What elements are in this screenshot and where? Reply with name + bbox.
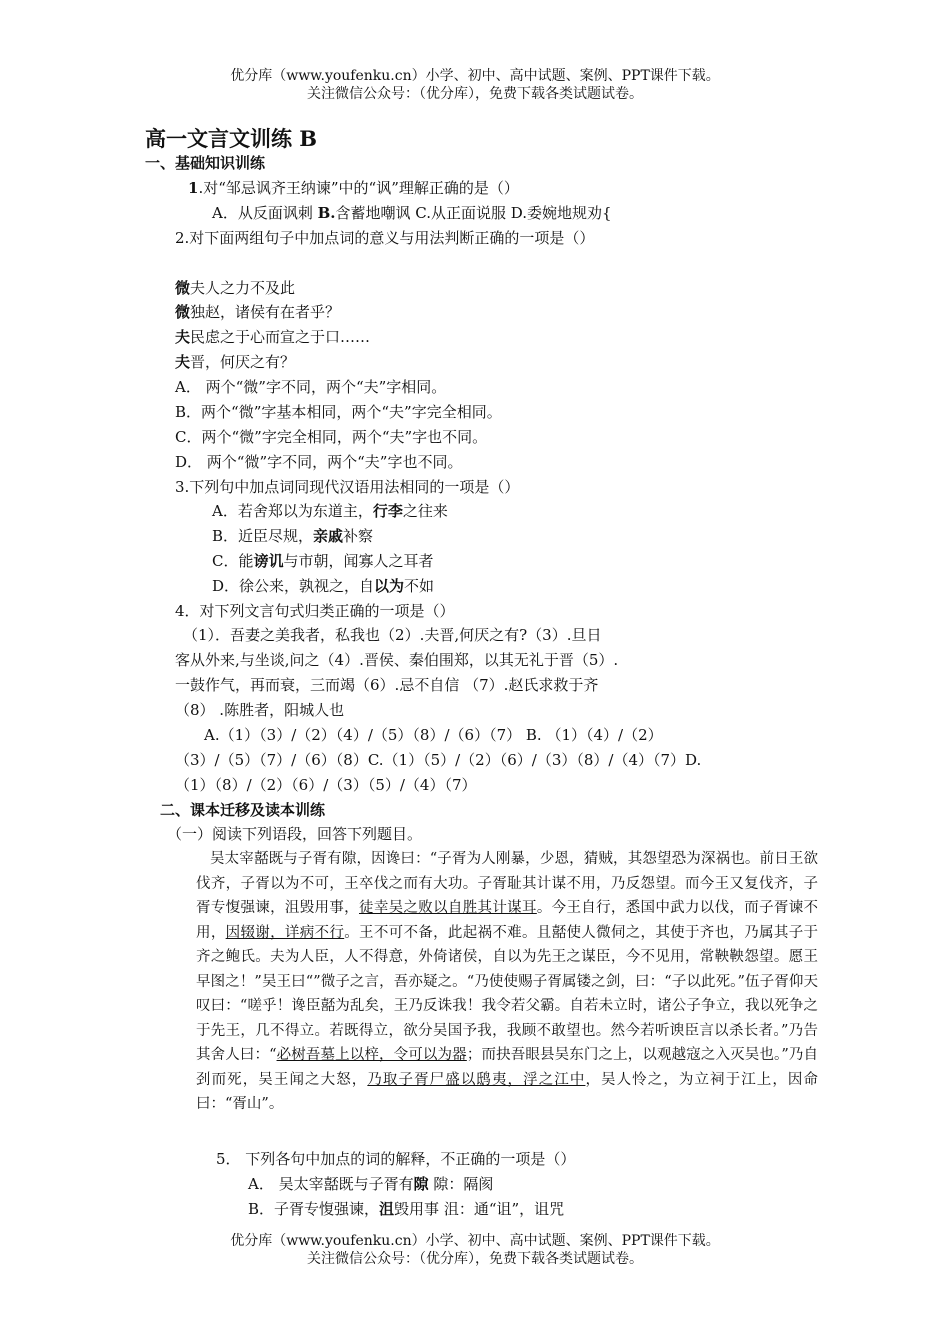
- q3-option-text: 之往来: [402, 502, 448, 520]
- section-1-heading: 一、基础知识训练: [145, 154, 266, 172]
- passage-text: 。王不可不备，此起祸不难。且嚭使人微伺之，其使于齐也，乃属其子于齐之鲍氏。夫为人臣，人不得意，外倚诸侯，自以为先王之谋臣，今不见用，常鞅鞅怨望。愿王早图之！”吴王曰“”微子之言，吾亦疑之。“乃使使赐子胥属镂之剑，曰：“子以此死。”伍子胥仰天叹曰：“嗟乎！谗臣嚭为乱矣，王乃反诛我！我令若父霸。自若未立时，诸公子争立，我以死争之于先王，几不得立。若既得立，欲分吴国予我，我顾不敢望也。然今若听谀臣言以杀长者。”乃告其舍人曰：“: [196, 924, 819, 1063]
- q2-option-a: A． 两个“微”字不同，两个“夫”字相同。: [175, 378, 447, 396]
- q3-option-text: 补察: [343, 527, 374, 545]
- q4-sentences-line-4: （8） .陈胜者，阳城人也: [175, 701, 345, 719]
- q2-dotted-word: 夫: [175, 353, 191, 371]
- q4-options-line-1: A.（1）（3）/（2）（4）/（5）（8）/（6）（7） B. （1）（4）/（2）: [204, 726, 663, 744]
- q2-stem: 2.对下面两组句子中加点词的意义与用法判断正确的一项是（）: [175, 229, 595, 247]
- q1-option-rest: 含蓄地嘲讽 C.从正面说服 D.委婉地规劝{: [335, 204, 612, 222]
- q4-options-line-2: （3）/（5）（7）/（6）（8）C.（1）（5）/（2）（6）/（3）（8）/（4）（7）D.: [175, 751, 702, 769]
- reading-instruction: （一）阅读下列语段，回答下列题目。: [167, 825, 423, 843]
- q3-option-text: A．若舍郑以为东道主，: [212, 502, 373, 520]
- q5-stem: 5． 下列各句中加点的词的解释，不正确的一项是（）: [216, 1150, 576, 1168]
- q5-dotted-word: 沮: [379, 1200, 395, 1218]
- footer-line-2: 关注微信公众号：（优分库），免费下载各类试题试卷。: [307, 1251, 643, 1267]
- q1-number: 1: [188, 179, 199, 197]
- q2-dotted-word: 微: [175, 303, 191, 321]
- passage-underlined: 乃取子胥尸盛以鸱夷，浮之江中: [367, 1071, 586, 1088]
- q2-dotted-word: 微: [175, 279, 191, 297]
- q5-option-a: [248, 1174, 493, 1194]
- q2-option-c: C．两个“微”字完全相同，两个“夫”字也不同。: [175, 428, 488, 446]
- q2-sentence-text: 晋，何厌之有？: [190, 353, 296, 371]
- reading-passage: [196, 847, 818, 1117]
- q1-stem-text: .对“邹忌讽齐王纳谏”中的“讽”理解正确的是（）: [198, 179, 519, 197]
- q5-option-text: B．子胥专愎强谏，: [248, 1200, 380, 1218]
- q3-option-text: 不如: [404, 577, 435, 595]
- q5-option-text: 毁用事 沮：通“诅”，诅咒: [394, 1200, 565, 1218]
- q2-sentence-text: 民虑之于心而宣之于口……: [190, 328, 371, 346]
- q4-sentences-line-2: 客从外来,与坐谈,问之（4）.晋侯、秦伯围郑，以其无礼于晋（5）.: [175, 651, 619, 669]
- q3-option-text: C．能: [212, 552, 254, 570]
- q2-option-d: D． 两个“微”字不同，两个“夫”字也不同。: [175, 453, 463, 471]
- q2-dotted-word: 夫: [175, 328, 191, 346]
- footer-line-1: 优分库（www.youfenku.cn）小学、初中、高中试题、案例、PPT课件下载。: [230, 1233, 720, 1249]
- q2-sentence-text: 独赵，诸侯有在者乎？: [190, 303, 341, 321]
- q4-stem: 4．对下列文言句式归类正确的一项是（）: [175, 602, 455, 620]
- q5-option-b: [248, 1199, 564, 1219]
- q3-dotted-word: 行李: [372, 502, 403, 520]
- q5-dotted-word: 隙: [413, 1175, 429, 1193]
- passage-underlined: 徒幸吴之败以自胜其计谋耳: [359, 900, 537, 916]
- section-2-heading: 二、课本迁移及读本训练: [160, 801, 326, 819]
- q3-option-text: 与市朝，闻寡人之耳者: [283, 552, 434, 570]
- q4-options-line-3: （1）（8）/（2）（6）/（3）（5）/（4）（7）: [175, 776, 477, 794]
- page-title: 高一文言文训练 B: [145, 126, 318, 151]
- header-line-1: 优分库（www.youfenku.cn）小学、初中、高中试题、案例、PPT课件下载。: [230, 68, 720, 84]
- q5-option-text: 隙：隔阂: [428, 1175, 494, 1193]
- header-line-2: 关注微信公众号：（优分库），免费下载各类试题试卷。: [307, 86, 643, 102]
- passage-underlined: 必树吾墓上以梓，令可以为器: [276, 1047, 467, 1063]
- passage-text: 。今王自行，悉国中武力以伐，而子胥谏不用，: [196, 900, 819, 941]
- q3-dotted-word: 亲戚: [313, 527, 344, 545]
- q2-sentence-text: 夫人之力不及此: [190, 279, 296, 297]
- passage-text: 吴太宰嚭既与子胥有隙，因谗曰：“子胥为人刚暴，少恩，猜贼，其怨望恐为深祸也。前日王欲伐齐，子胥以为不可，王卒伐之而有大功。子胥耻其计谋不用，乃反怨望。而今王又复伐齐，子胥专愎强谏，沮毁用事，: [196, 851, 818, 916]
- q3-option-d: [212, 576, 434, 596]
- q1-option-b-letter: B.: [317, 204, 336, 222]
- q1-option-a: A．从反面讽刺: [212, 204, 318, 222]
- q3-option-b: [212, 526, 373, 546]
- q1-stem: [188, 178, 519, 198]
- q3-stem: 3.下列句中加点词同现代汉语用法相同的一项是（）: [175, 478, 520, 496]
- q2-option-b: B．两个“微”字基本相同，两个“夫”字完全相同。: [175, 403, 502, 421]
- q3-option-a: [212, 501, 448, 521]
- q2-sentence-4: [175, 352, 295, 372]
- q5-option-text: A． 吴太宰嚭既与子胥有: [248, 1175, 414, 1193]
- passage-text: ；而抉吾眼县吴东门之上，以观越寇之入灭吴也。”乃自刭而死，吴王闻之大怒，: [196, 1047, 818, 1088]
- passage-underlined: 因辍谢，详病不行: [225, 924, 345, 941]
- q1-options: [212, 203, 612, 223]
- q3-dotted-word: 谤讥: [253, 552, 284, 570]
- q4-sentences-line-1: （1）．吾妻之美我者，私我也（2）.夫晋,何厌之有?（3）.旦日: [183, 626, 602, 644]
- passage-text: ，吴人怜之，为立祠于江上，因命曰：“胥山”。: [196, 1071, 819, 1112]
- q3-option-text: D．徐公来，孰视之，自: [212, 577, 375, 595]
- q2-sentence-1: [175, 278, 295, 298]
- q3-option-text: B．近臣尽规，: [212, 527, 314, 545]
- q3-option-c: [212, 551, 434, 571]
- q2-sentence-3: [175, 327, 370, 347]
- q3-dotted-word: 以为: [374, 577, 405, 595]
- q4-sentences-line-3: 一鼓作气，再而衰，三而竭（6）.忌不自信 （7）.赵氏求救于齐: [175, 676, 599, 694]
- q2-sentence-2: [175, 302, 340, 322]
